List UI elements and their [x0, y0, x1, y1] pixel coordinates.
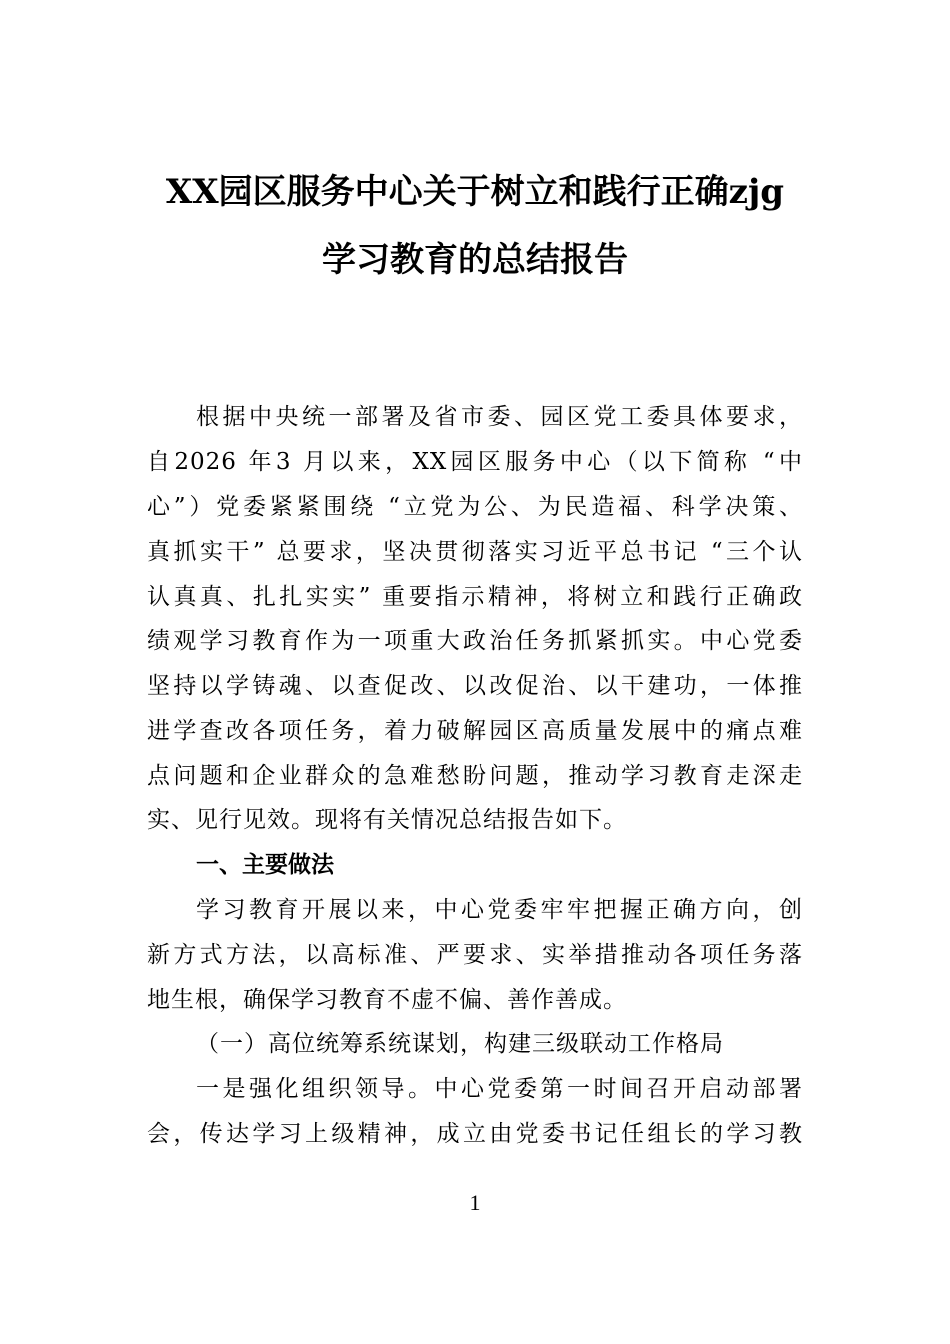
paragraph-1-line: 点问题和企业群众的急难愁盼问题，推动学习教育走深走	[147, 763, 803, 789]
paragraph-1-line: 实、见行见效。现将有关情况总结报告如下。	[147, 807, 627, 833]
paragraph-2-line: 学习教育开展以来，中心党委牢牢把握正确方向，创	[196, 897, 803, 923]
paragraph-1-line: 自2026 年3 月以来，XX园区服务中心（以下简称 “中	[147, 449, 803, 475]
document-title-line-1: XX园区服务中心关于树立和践行正确zjg	[165, 172, 785, 212]
paragraph-3-line: 会，传达学习上级精神，成立由党委书记任组长的学习教	[147, 1121, 803, 1147]
document-title-line-2: 学习教育的总结报告	[322, 240, 628, 280]
paragraph-2-line: 新方式方法，以高标准、严要求、实举措推动各项任务落	[147, 942, 803, 968]
paragraph-3-line: 一是强化组织领导。中心党委第一时间召开启动部署	[196, 1076, 803, 1102]
paragraph-1-line: 绩观学习教育作为一项重大政治任务抓紧抓实。中心党委	[147, 628, 803, 654]
paragraph-1-line: 根据中央统一部署及省市委、园区党工委具体要求，	[196, 404, 803, 430]
paragraph-1-line: 心”）党委紧紧围绕 “立党为公、为民造福、科学决策、	[147, 494, 803, 520]
paragraph-1-line: 真抓实干” 总要求，坚决贯彻落实习近平总书记 “三个认	[147, 539, 803, 565]
paragraph-1-line: 认真真、扎扎实实” 重要指示精神，将树立和践行正确政	[147, 584, 803, 610]
paragraph-2-line: 地生根，确保学习教育不虚不偏、善作善成。	[147, 987, 627, 1013]
paragraph-1-line: 坚持以学铸魂、以查促改、以改促治、以干建功，一体推	[147, 673, 803, 699]
section-heading: 一、主要做法	[196, 852, 334, 878]
paragraph-1-line: 进学查改各项任务，着力破解园区高质量发展中的痛点难	[147, 718, 803, 744]
page-number: 1	[469, 1190, 481, 1215]
subsection-heading: （一）高位统筹系统谋划，构建三级联动工作格局	[196, 1031, 724, 1057]
